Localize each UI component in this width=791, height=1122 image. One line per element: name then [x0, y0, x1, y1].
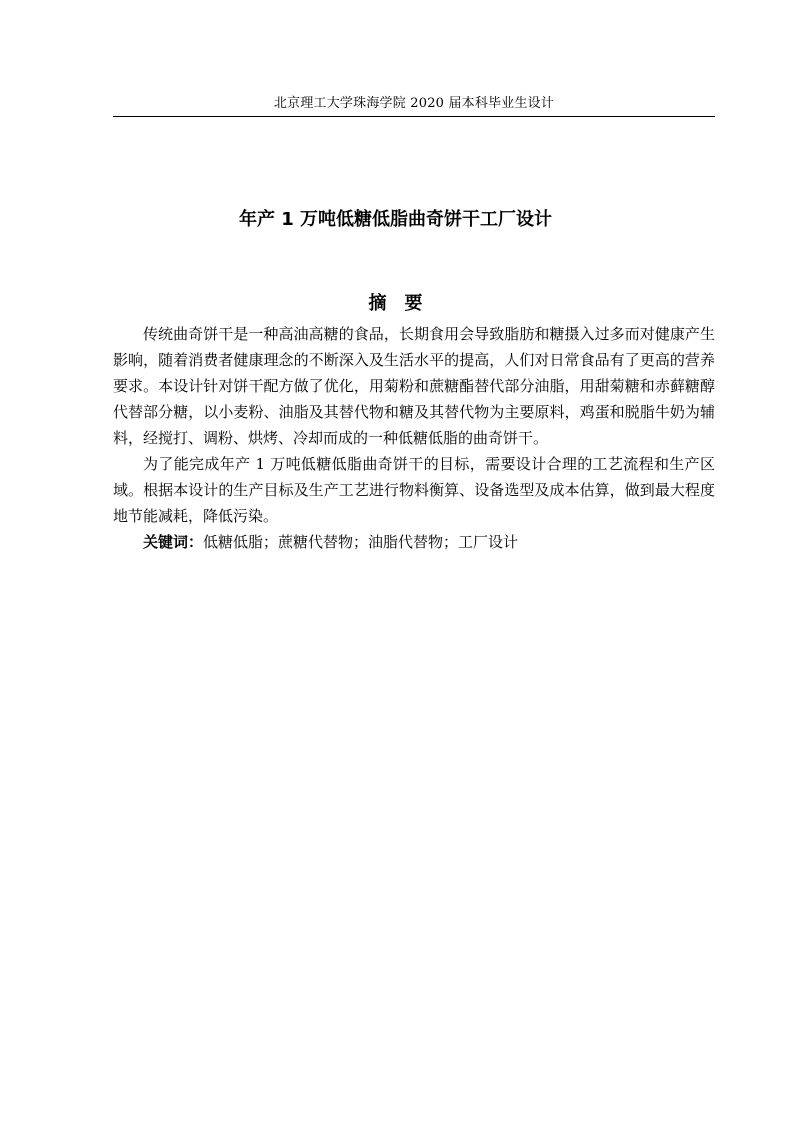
keywords-label: 关键词： — [143, 533, 204, 551]
abstract-paragraph: 为了能完成年产 1 万吨低糖低脂曲奇饼干的目标，需要设计合理的工艺流程和生产区域。根据本设计的生产目标及生产工艺进行物料衡算、设备选型及成本估算，做到最大程度地节能减耗，降低污染。 — [113, 455, 715, 525]
document-title: 年产 1 万吨低糖低脂曲奇饼干工厂设计 — [238, 209, 553, 230]
abstract-body — [113, 321, 715, 555]
abstract-heading: 摘要 — [368, 293, 441, 314]
keywords-list: 低糖低脂；蔗糖代替物；油脂代替物；工厂设计 — [203, 533, 519, 551]
header-divider — [113, 116, 715, 117]
keywords-line — [113, 529, 715, 555]
abstract-paragraph: 传统曲奇饼干是一种高油高糖的食品，长期食用会导致脂肪和糖摄入过多而对健康产生影响，随着消费者健康理念的不断深入及生活水平的提高，人们对日常食品有了更高的营养要求。本设计针对饼干配方做了优化，用菊粉和蔗糖酯替代部分油脂，用甜菊糖和赤藓糖醇代替部分糖，以小麦粉、油脂及其替代物和糖及其替代物为主要原料，鸡蛋和脱脂牛奶为辅料，经搅打、调粉、烘烤、冷却而成的一种低糖低脂的曲奇饼干。 — [113, 325, 715, 447]
running-header: 北京理工大学珠海学院 2020 届本科毕业生设计 — [273, 96, 555, 111]
